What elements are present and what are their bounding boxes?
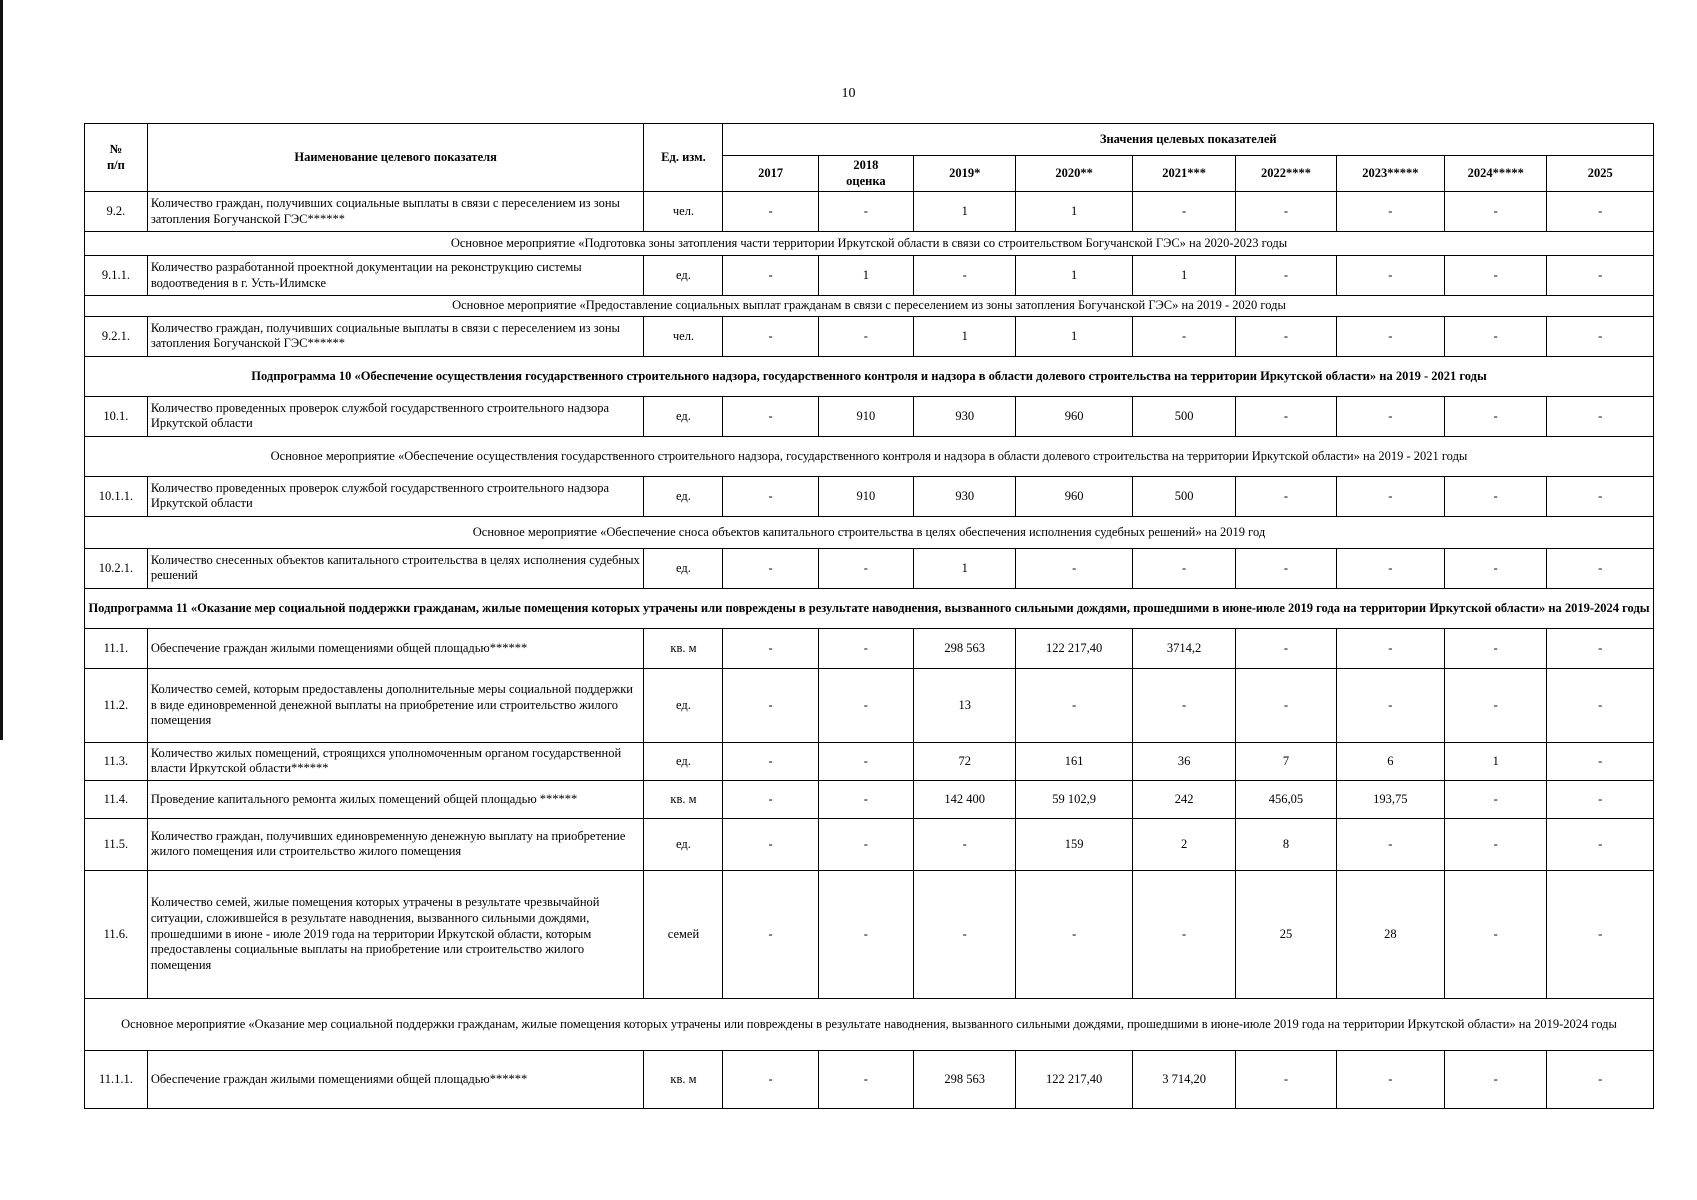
value-cell: - [1547,780,1654,818]
value-cell: - [723,870,818,998]
value-cell: - [1336,192,1444,232]
table-row [85,818,1654,870]
indicator-name: Количество проведенных проверок службой государственного строительного надзора Иркутской области [147,396,644,436]
unit-cell: чел. [644,316,723,356]
value-cell: 930 [914,396,1016,436]
indicator-name: Количество семей, жилые помещения которых утрачены в результате чрезвычайной ситуации, сложившейся в результате наводнения, вызванного сильными дождями, прошедшими в июне - июле 2019 года на территории Иркутской области, которым предоставлены социальные выплаты на приобретение или строительство жилого помещения [147,870,644,998]
value-cell: - [1547,668,1654,742]
value-cell: - [1547,316,1654,356]
row-number: 10.1.1. [85,476,148,516]
value-cell: - [723,818,818,870]
scan-edge [0,0,3,740]
value-cell: - [723,548,818,588]
value-cell: - [1236,256,1336,296]
header-year: 2019* [914,156,1016,192]
unit-cell: кв. м [644,628,723,668]
value-cell: 500 [1132,476,1235,516]
main-activity-row [85,436,1654,476]
value-cell: - [1336,256,1444,296]
value-cell: 1 [1445,742,1547,780]
row-number: 11.5. [85,818,148,870]
value-cell: 6 [1336,742,1444,780]
table-body [85,192,1654,1109]
value-cell: - [723,476,818,516]
value-cell: - [1547,476,1654,516]
unit-cell: кв. м [644,780,723,818]
value-cell: 930 [914,476,1016,516]
value-cell: - [818,316,913,356]
main-activity-title: Основное мероприятие «Обеспечение осуществления государственного строительного надзора, государственного контроля и надзора в области долевого строительства на территории Иркутской области» на 2019 - 2021 годы [85,436,1654,476]
value-cell: - [1016,668,1133,742]
value-cell: 122 217,40 [1016,1050,1133,1108]
value-cell: - [1336,476,1444,516]
value-cell: 1 [914,192,1016,232]
table-row [85,316,1654,356]
value-cell: - [1445,818,1547,870]
table-row [85,192,1654,232]
header-year: 2018 оценка [818,156,913,192]
row-number: 9.1.1. [85,256,148,296]
value-cell: 25 [1236,870,1336,998]
indicator-name: Количество снесенных объектов капитального строительства в целях исполнения судебных решений [147,548,644,588]
value-cell: 3 714,20 [1132,1050,1235,1108]
value-cell: - [1236,316,1336,356]
header-num: № п/п [85,124,148,192]
header-unit: Ед. изм. [644,124,723,192]
table-row [85,396,1654,436]
value-cell: - [1547,256,1654,296]
value-cell: 298 563 [914,628,1016,668]
row-number: 10.1. [85,396,148,436]
value-cell: - [1236,668,1336,742]
unit-cell: ед. [644,818,723,870]
value-cell: 161 [1016,742,1133,780]
main-activity-title: Основное мероприятие «Обеспечение сноса объектов капитального строительства в целях обеспечения исполнения судебных решений» на 2019 год [85,516,1654,548]
header-year: 2021*** [1132,156,1235,192]
value-cell: 960 [1016,476,1133,516]
value-cell: 960 [1016,396,1133,436]
value-cell: - [1016,548,1133,588]
main-activity-row [85,998,1654,1050]
value-cell: - [1445,396,1547,436]
value-cell: - [1236,396,1336,436]
value-cell: 122 217,40 [1016,628,1133,668]
indicator-name: Обеспечение граждан жилыми помещениями общей площадью****** [147,628,644,668]
header-year: 2017 [723,156,818,192]
value-cell: 1 [1016,256,1133,296]
row-number: 11.6. [85,870,148,998]
value-cell: - [1547,548,1654,588]
target-indicators-table [84,123,1654,1109]
indicator-name: Количество граждан, получивших единовременную денежную выплату на приобретение жилого помещения или строительство жилого помещения [147,818,644,870]
value-cell: - [1445,780,1547,818]
table-row [85,780,1654,818]
value-cell: - [1132,668,1235,742]
value-cell: - [723,780,818,818]
value-cell: 910 [818,476,913,516]
value-cell: - [1236,548,1336,588]
value-cell: - [1132,548,1235,588]
unit-cell: ед. [644,668,723,742]
unit-cell: ед. [644,548,723,588]
value-cell: - [818,780,913,818]
indicator-name: Количество жилых помещений, строящихся уполномоченным органом государственной власти Иркутской области****** [147,742,644,780]
row-number: 10.2.1. [85,548,148,588]
value-cell: 13 [914,668,1016,742]
value-cell: 910 [818,396,913,436]
value-cell: - [1336,628,1444,668]
row-number: 11.2. [85,668,148,742]
value-cell: - [1445,1050,1547,1108]
table-row [85,668,1654,742]
main-activity-row [85,232,1654,256]
value-cell: - [914,256,1016,296]
header-values-group: Значения целевых показателей [723,124,1654,156]
subprogram-row [85,588,1654,628]
row-number: 9.2.1. [85,316,148,356]
main-activity-row [85,516,1654,548]
value-cell: - [1236,628,1336,668]
value-cell: 193,75 [1336,780,1444,818]
value-cell: 36 [1132,742,1235,780]
value-cell: - [723,628,818,668]
value-cell: 1 [1016,316,1133,356]
header-year: 2023***** [1336,156,1444,192]
value-cell: 242 [1132,780,1235,818]
unit-cell: ед. [644,256,723,296]
main-activity-title: Основное мероприятие «Подготовка зоны затопления части территории Иркутской области в связи со строительством Богучанской ГЭС» на 2020-2023 годы [85,232,1654,256]
table-row [85,628,1654,668]
value-cell: - [1336,396,1444,436]
value-cell: - [723,316,818,356]
value-cell: 298 563 [914,1050,1016,1108]
table-row [85,1050,1654,1108]
value-cell: - [818,1050,913,1108]
value-cell: - [818,192,913,232]
value-cell: - [818,668,913,742]
subprogram-row [85,356,1654,396]
value-cell: - [1445,870,1547,998]
value-cell: - [723,742,818,780]
unit-cell: ед. [644,396,723,436]
value-cell: 2 [1132,818,1235,870]
value-cell: - [1445,476,1547,516]
value-cell: - [1547,628,1654,668]
row-number: 11.1. [85,628,148,668]
value-cell: 72 [914,742,1016,780]
value-cell: - [1016,870,1133,998]
table-row [85,870,1654,998]
unit-cell: кв. м [644,1050,723,1108]
row-number: 9.2. [85,192,148,232]
row-number: 11.1.1. [85,1050,148,1108]
value-cell: - [818,742,913,780]
indicator-name: Обеспечение граждан жилыми помещениями общей площадью****** [147,1050,644,1108]
value-cell: - [1547,396,1654,436]
main-activity-title: Основное мероприятие «Оказание мер социальной поддержки гражданам, жилые помещения которых утрачены или повреждены в результате наводнения, вызванного сильными дождями, прошедшими в июне-июле 2019 года на территории Иркутской области» на 2019-2024 годы [85,998,1654,1050]
value-cell: - [818,870,913,998]
value-cell: - [1336,668,1444,742]
unit-cell: ед. [644,742,723,780]
value-cell: - [914,818,1016,870]
value-cell: - [1445,316,1547,356]
value-cell: - [914,870,1016,998]
main-activity-row [85,296,1654,317]
subprogram-title: Подпрограмма 10 «Обеспечение осуществления государственного строительного надзора, государственного контроля и надзора в области долевого строительства на территории Иркутской области» на 2019 - 2021 годы [85,356,1654,396]
value-cell: 1 [914,316,1016,356]
value-cell: 3714,2 [1132,628,1235,668]
indicator-name: Количество семей, которым предоставлены дополнительные меры социальной поддержки в виде единовременной денежной выплаты на приобретение или строительство жилого помещения [147,668,644,742]
value-cell: - [818,818,913,870]
value-cell: - [1445,256,1547,296]
value-cell: - [723,668,818,742]
header-year: 2022**** [1236,156,1336,192]
value-cell: - [818,628,913,668]
value-cell: - [723,192,818,232]
row-number: 11.3. [85,742,148,780]
unit-cell: ед. [644,476,723,516]
indicator-name: Проведение капитального ремонта жилых помещений общей площадью ****** [147,780,644,818]
table-row [85,548,1654,588]
table-row [85,742,1654,780]
value-cell: - [723,256,818,296]
header-year: 2024***** [1445,156,1547,192]
value-cell: - [1336,316,1444,356]
value-cell: 142 400 [914,780,1016,818]
value-cell: 1 [1132,256,1235,296]
value-cell: - [1445,192,1547,232]
value-cell: 159 [1016,818,1133,870]
header-year: 2025 [1547,156,1654,192]
indicator-name: Количество разработанной проектной документации на реконструкцию системы водоотведения в г. Усть-Илимске [147,256,644,296]
table-row [85,476,1654,516]
indicator-name: Количество проведенных проверок службой государственного строительного надзора Иркутской области [147,476,644,516]
table-header [85,124,1654,192]
value-cell: 8 [1236,818,1336,870]
indicator-name: Количество граждан, получивших социальные выплаты в связи с переселением из зоны затопления Богучанской ГЭС****** [147,316,644,356]
value-cell: - [1547,1050,1654,1108]
value-cell: 456,05 [1236,780,1336,818]
value-cell: - [1547,870,1654,998]
value-cell: - [818,548,913,588]
value-cell: - [1132,192,1235,232]
value-cell: 59 102,9 [1016,780,1133,818]
unit-cell: чел. [644,192,723,232]
value-cell: - [1236,192,1336,232]
value-cell: - [1132,316,1235,356]
value-cell: 1 [1016,192,1133,232]
value-cell: - [1445,668,1547,742]
value-cell: - [1547,818,1654,870]
unit-cell: семей [644,870,723,998]
value-cell: - [723,396,818,436]
row-number: 11.4. [85,780,148,818]
value-cell: 7 [1236,742,1336,780]
value-cell: - [1445,548,1547,588]
main-activity-title: Основное мероприятие «Предоставление социальных выплат гражданам в связи с переселением из зоны затопления Богучанской ГЭС» на 2019 - 2020 годы [85,296,1654,317]
header-name: Наименование целевого показателя [147,124,644,192]
value-cell: - [1236,476,1336,516]
value-cell: - [1336,1050,1444,1108]
value-cell: - [1236,1050,1336,1108]
page-number: 10 [841,86,856,101]
value-cell: 1 [914,548,1016,588]
indicator-name: Количество граждан, получивших социальные выплаты в связи с переселением из зоны затопления Богучанской ГЭС****** [147,192,644,232]
value-cell: - [1336,548,1444,588]
value-cell: - [1547,192,1654,232]
value-cell: 500 [1132,396,1235,436]
value-cell: 1 [818,256,913,296]
table-row [85,256,1654,296]
value-cell: - [1336,818,1444,870]
value-cell: - [1132,870,1235,998]
value-cell: - [1445,628,1547,668]
value-cell: - [723,1050,818,1108]
subprogram-title: Подпрограмма 11 «Оказание мер социальной поддержки гражданам, жилые помещения которых утрачены или повреждены в результате наводнения, вызванного сильными дождями, прошедшими в июне-июле 2019 года на территории Иркутской области» на 2019-2024 годы [85,588,1654,628]
value-cell: - [1547,742,1654,780]
value-cell: 28 [1336,870,1444,998]
header-year: 2020** [1016,156,1133,192]
